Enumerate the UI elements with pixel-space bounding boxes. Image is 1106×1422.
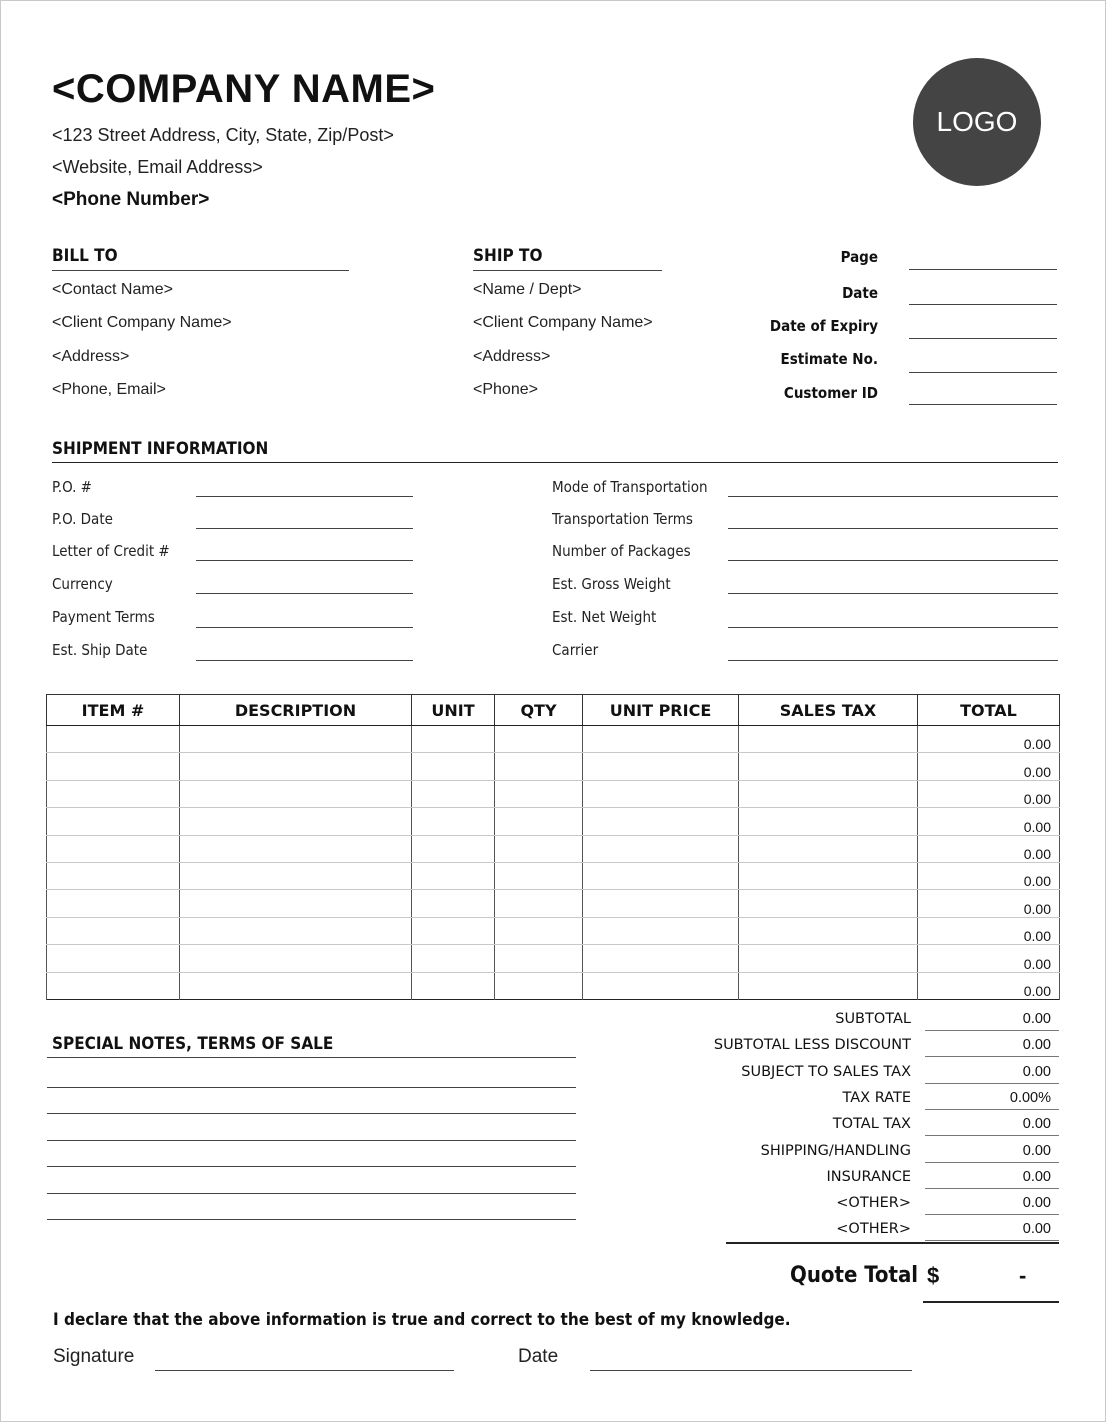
table-cell[interactable] <box>180 753 412 780</box>
summary-value: 0.00 <box>1022 1168 1051 1185</box>
table-cell[interactable] <box>583 726 739 753</box>
quote-currency-symbol: $ <box>927 1263 940 1288</box>
signature-date-label: Date <box>518 1346 559 1367</box>
shipment-title: SHIPMENT INFORMATION <box>52 439 269 459</box>
table-cell[interactable] <box>739 945 918 972</box>
bill-to-phone-email: <Phone, Email> <box>52 381 166 398</box>
table-cell[interactable] <box>47 726 180 753</box>
row-total-cell[interactable]: 0.00 <box>918 917 1060 944</box>
table-cell[interactable] <box>180 862 412 889</box>
table-cell[interactable] <box>412 945 495 972</box>
logo-text: LOGO <box>936 106 1018 137</box>
summary-label: SUBJECT TO SALES TAX <box>741 1063 911 1080</box>
meta-estimate-label: Estimate No. <box>780 350 878 368</box>
meta-page-label: Page <box>840 248 878 266</box>
table-cell[interactable] <box>47 945 180 972</box>
table-row <box>47 917 1060 944</box>
row-total-cell[interactable]: 0.00 <box>918 753 1060 780</box>
table-cell[interactable] <box>739 972 918 999</box>
table-cell[interactable] <box>583 862 739 889</box>
table-cell[interactable] <box>47 862 180 889</box>
company-web-email: <Website, Email Address> <box>52 157 263 177</box>
summary-value: 0.00 <box>1022 1142 1051 1159</box>
summary-value-underline <box>925 1188 1059 1189</box>
table-cell[interactable] <box>47 972 180 999</box>
ship-credit-label: Letter of Credit # <box>52 542 170 560</box>
summary-value: 0.00 <box>1022 1116 1051 1133</box>
ship-to-phone: <Phone> <box>473 381 538 398</box>
table-row <box>47 808 1060 835</box>
col-item-number: ITEM # <box>47 695 180 726</box>
bill-to-underline <box>52 270 349 271</box>
ship-payment-field[interactable] <box>196 627 413 628</box>
table-cell[interactable] <box>47 780 180 807</box>
ship-date-label: Est. Ship Date <box>52 641 148 659</box>
ship-to-address: <Address> <box>473 348 551 365</box>
ship-currency-field[interactable] <box>196 593 413 594</box>
table-cell[interactable] <box>412 780 495 807</box>
table-cell[interactable] <box>412 753 495 780</box>
notes-line-4[interactable] <box>47 1166 576 1167</box>
shipment-divider <box>52 462 1058 463</box>
notes-line-6[interactable] <box>47 1219 576 1220</box>
summary-value: 0.00 <box>1022 1037 1051 1054</box>
table-cell[interactable] <box>180 972 412 999</box>
table-row <box>47 862 1060 889</box>
ship-mode-label: Mode of Transportation <box>552 478 708 496</box>
meta-expiry-field[interactable] <box>909 338 1057 339</box>
ship-net-label: Est. Net Weight <box>552 608 657 626</box>
table-row <box>47 835 1060 862</box>
ship-gross-label: Est. Gross Weight <box>552 575 671 593</box>
meta-page-field[interactable] <box>909 269 1057 270</box>
table-cell[interactable] <box>583 753 739 780</box>
table-cell[interactable] <box>739 808 918 835</box>
ship-to-underline <box>473 270 662 271</box>
meta-expiry-label: Date of Expiry <box>769 317 878 335</box>
notes-line-1[interactable] <box>47 1087 576 1088</box>
items-table <box>46 694 1060 1000</box>
declaration: I declare that the above information is true and correct to the best of my knowledge. <box>53 1310 791 1330</box>
table-cell[interactable] <box>180 780 412 807</box>
table-cell[interactable] <box>495 726 583 753</box>
table-cell[interactable] <box>47 835 180 862</box>
row-total-cell[interactable]: 0.00 <box>918 972 1060 999</box>
table-cell[interactable] <box>180 726 412 753</box>
signature-label: Signature <box>53 1346 135 1367</box>
col-unit: UNIT <box>412 695 495 726</box>
ship-credit-field[interactable] <box>196 560 413 561</box>
logo <box>913 58 1041 186</box>
row-total-cell[interactable]: 0.00 <box>918 835 1060 862</box>
table-row <box>47 972 1060 999</box>
notes-line-0 <box>47 1057 576 1058</box>
table-cell[interactable] <box>180 835 412 862</box>
table-row <box>47 780 1060 807</box>
company-name: <COMPANY NAME> <box>52 67 436 111</box>
table-cell[interactable] <box>180 890 412 917</box>
table-cell[interactable] <box>583 780 739 807</box>
table-cell[interactable] <box>180 945 412 972</box>
ship-po-date-field[interactable] <box>196 528 413 529</box>
table-cell[interactable] <box>412 808 495 835</box>
bill-to-address: <Address> <box>52 348 130 365</box>
table-cell[interactable] <box>739 835 918 862</box>
ship-terms-label: Transportation Terms <box>552 510 693 528</box>
summary-divider <box>726 1242 1059 1244</box>
summary-value-underline <box>925 1030 1059 1031</box>
bill-to-company: <Client Company Name> <box>52 314 232 331</box>
notes-title: SPECIAL NOTES, TERMS OF SALE <box>52 1034 334 1054</box>
summary-label: SUBTOTAL <box>835 1011 911 1027</box>
notes-line-3[interactable] <box>47 1140 576 1141</box>
col-qty: QTY <box>495 695 583 726</box>
table-cell[interactable] <box>412 890 495 917</box>
notes-line-5[interactable] <box>47 1193 576 1194</box>
signature-date-field[interactable] <box>590 1370 912 1371</box>
summary-value: 0.00 <box>1022 1221 1051 1238</box>
table-cell[interactable] <box>583 972 739 999</box>
table-cell[interactable] <box>583 890 739 917</box>
table-cell[interactable] <box>47 890 180 917</box>
row-total-cell[interactable]: 0.00 <box>918 862 1060 889</box>
table-cell[interactable] <box>47 808 180 835</box>
table-row <box>47 945 1060 972</box>
table-cell[interactable] <box>495 808 583 835</box>
bill-to-title: BILL TO <box>52 246 118 266</box>
summary-label: <OTHER> <box>836 1221 911 1238</box>
ship-to-company: <Client Company Name> <box>473 314 653 331</box>
summary-label: INSURANCE <box>826 1168 911 1185</box>
table-row <box>47 753 1060 780</box>
meta-customer-field[interactable] <box>909 404 1057 405</box>
table-cell[interactable] <box>495 862 583 889</box>
ship-po-label: P.O. # <box>52 478 92 496</box>
table-cell[interactable] <box>495 945 583 972</box>
table-cell[interactable] <box>412 726 495 753</box>
table-cell[interactable] <box>180 808 412 835</box>
col-description: DESCRIPTION <box>180 695 412 726</box>
table-cell[interactable] <box>495 835 583 862</box>
table-cell[interactable] <box>495 753 583 780</box>
table-row <box>47 726 1060 753</box>
ship-packages-label: Number of Packages <box>552 542 691 560</box>
table-cell[interactable] <box>180 917 412 944</box>
row-total-cell[interactable]: 0.00 <box>918 726 1060 753</box>
summary-value: 0.00 <box>1022 1195 1051 1212</box>
table-cell[interactable] <box>47 917 180 944</box>
row-total-cell[interactable]: 0.00 <box>918 945 1060 972</box>
ship-carrier-field[interactable] <box>728 660 1058 661</box>
summary-label: <OTHER> <box>836 1195 911 1212</box>
ship-gross-field[interactable] <box>728 593 1058 594</box>
company-phone: <Phone Number> <box>52 189 210 210</box>
ship-net-field[interactable] <box>728 627 1058 628</box>
bill-to-contact: <Contact Name> <box>52 281 173 298</box>
table-cell[interactable] <box>739 780 918 807</box>
table-cell[interactable] <box>495 890 583 917</box>
ship-payment-label: Payment Terms <box>52 608 155 626</box>
table-cell[interactable] <box>583 917 739 944</box>
col-unit-price: UNIT PRICE <box>583 695 739 726</box>
table-cell[interactable] <box>739 862 918 889</box>
row-total-cell[interactable]: 0.00 <box>918 808 1060 835</box>
summary-value-underline <box>925 1214 1059 1215</box>
col-total: TOTAL <box>918 695 1060 726</box>
ship-carrier-label: Carrier <box>552 641 599 659</box>
quote-total-underline <box>923 1301 1059 1303</box>
items-header-row <box>47 695 1060 726</box>
meta-customer-label: Customer ID <box>783 384 878 402</box>
ship-po-field[interactable] <box>196 496 413 497</box>
meta-date-field[interactable] <box>909 304 1057 305</box>
table-cell[interactable] <box>495 972 583 999</box>
table-cell[interactable] <box>739 890 918 917</box>
table-cell[interactable] <box>583 835 739 862</box>
summary-value-underline <box>925 1162 1059 1163</box>
signature-field[interactable] <box>155 1370 454 1371</box>
table-cell[interactable] <box>495 780 583 807</box>
col-sales-tax: SALES TAX <box>739 695 918 726</box>
table-cell[interactable] <box>412 862 495 889</box>
ship-date-field[interactable] <box>196 660 413 661</box>
table-cell[interactable] <box>739 917 918 944</box>
ship-to-title: SHIP TO <box>473 246 543 266</box>
summary-value-underline <box>925 1135 1059 1136</box>
ship-terms-field[interactable] <box>728 528 1058 529</box>
meta-date-label: Date <box>842 284 878 302</box>
table-cell[interactable] <box>412 917 495 944</box>
table-cell[interactable] <box>583 808 739 835</box>
company-address: <123 Street Address, City, State, Zip/Post> <box>52 125 394 145</box>
ship-mode-field[interactable] <box>728 496 1058 497</box>
quote-total-value: - <box>1019 1263 1027 1288</box>
ship-currency-label: Currency <box>52 575 113 593</box>
table-cell[interactable] <box>412 835 495 862</box>
table-cell[interactable] <box>495 917 583 944</box>
summary-label: TAX RATE <box>842 1089 911 1106</box>
summary-label: TOTAL TAX <box>832 1116 911 1133</box>
table-cell[interactable] <box>739 726 918 753</box>
summary-value: 0.00 <box>1022 1063 1051 1080</box>
table-cell[interactable] <box>47 753 180 780</box>
summary-label: SHIPPING/HANDLING <box>760 1142 911 1159</box>
table-cell[interactable] <box>739 753 918 780</box>
row-total-cell[interactable]: 0.00 <box>918 780 1060 807</box>
table-cell[interactable] <box>412 972 495 999</box>
ship-to-name: <Name / Dept> <box>473 281 582 298</box>
table-row <box>47 890 1060 917</box>
row-total-cell[interactable]: 0.00 <box>918 890 1060 917</box>
ship-po-date-label: P.O. Date <box>52 510 113 528</box>
summary-value-underline <box>925 1109 1059 1110</box>
ship-packages-field[interactable] <box>728 560 1058 561</box>
quote-total-label: Quote Total <box>790 1263 919 1288</box>
notes-line-2[interactable] <box>47 1113 576 1114</box>
table-cell[interactable] <box>583 945 739 972</box>
summary-value: 0.00% <box>1009 1089 1051 1106</box>
summary-value: 0.00 <box>1022 1011 1051 1027</box>
meta-estimate-field[interactable] <box>909 372 1057 373</box>
summary-value-underline <box>925 1056 1059 1057</box>
summary-label: SUBTOTAL LESS DISCOUNT <box>713 1037 911 1054</box>
summary-value-underline <box>925 1083 1059 1084</box>
